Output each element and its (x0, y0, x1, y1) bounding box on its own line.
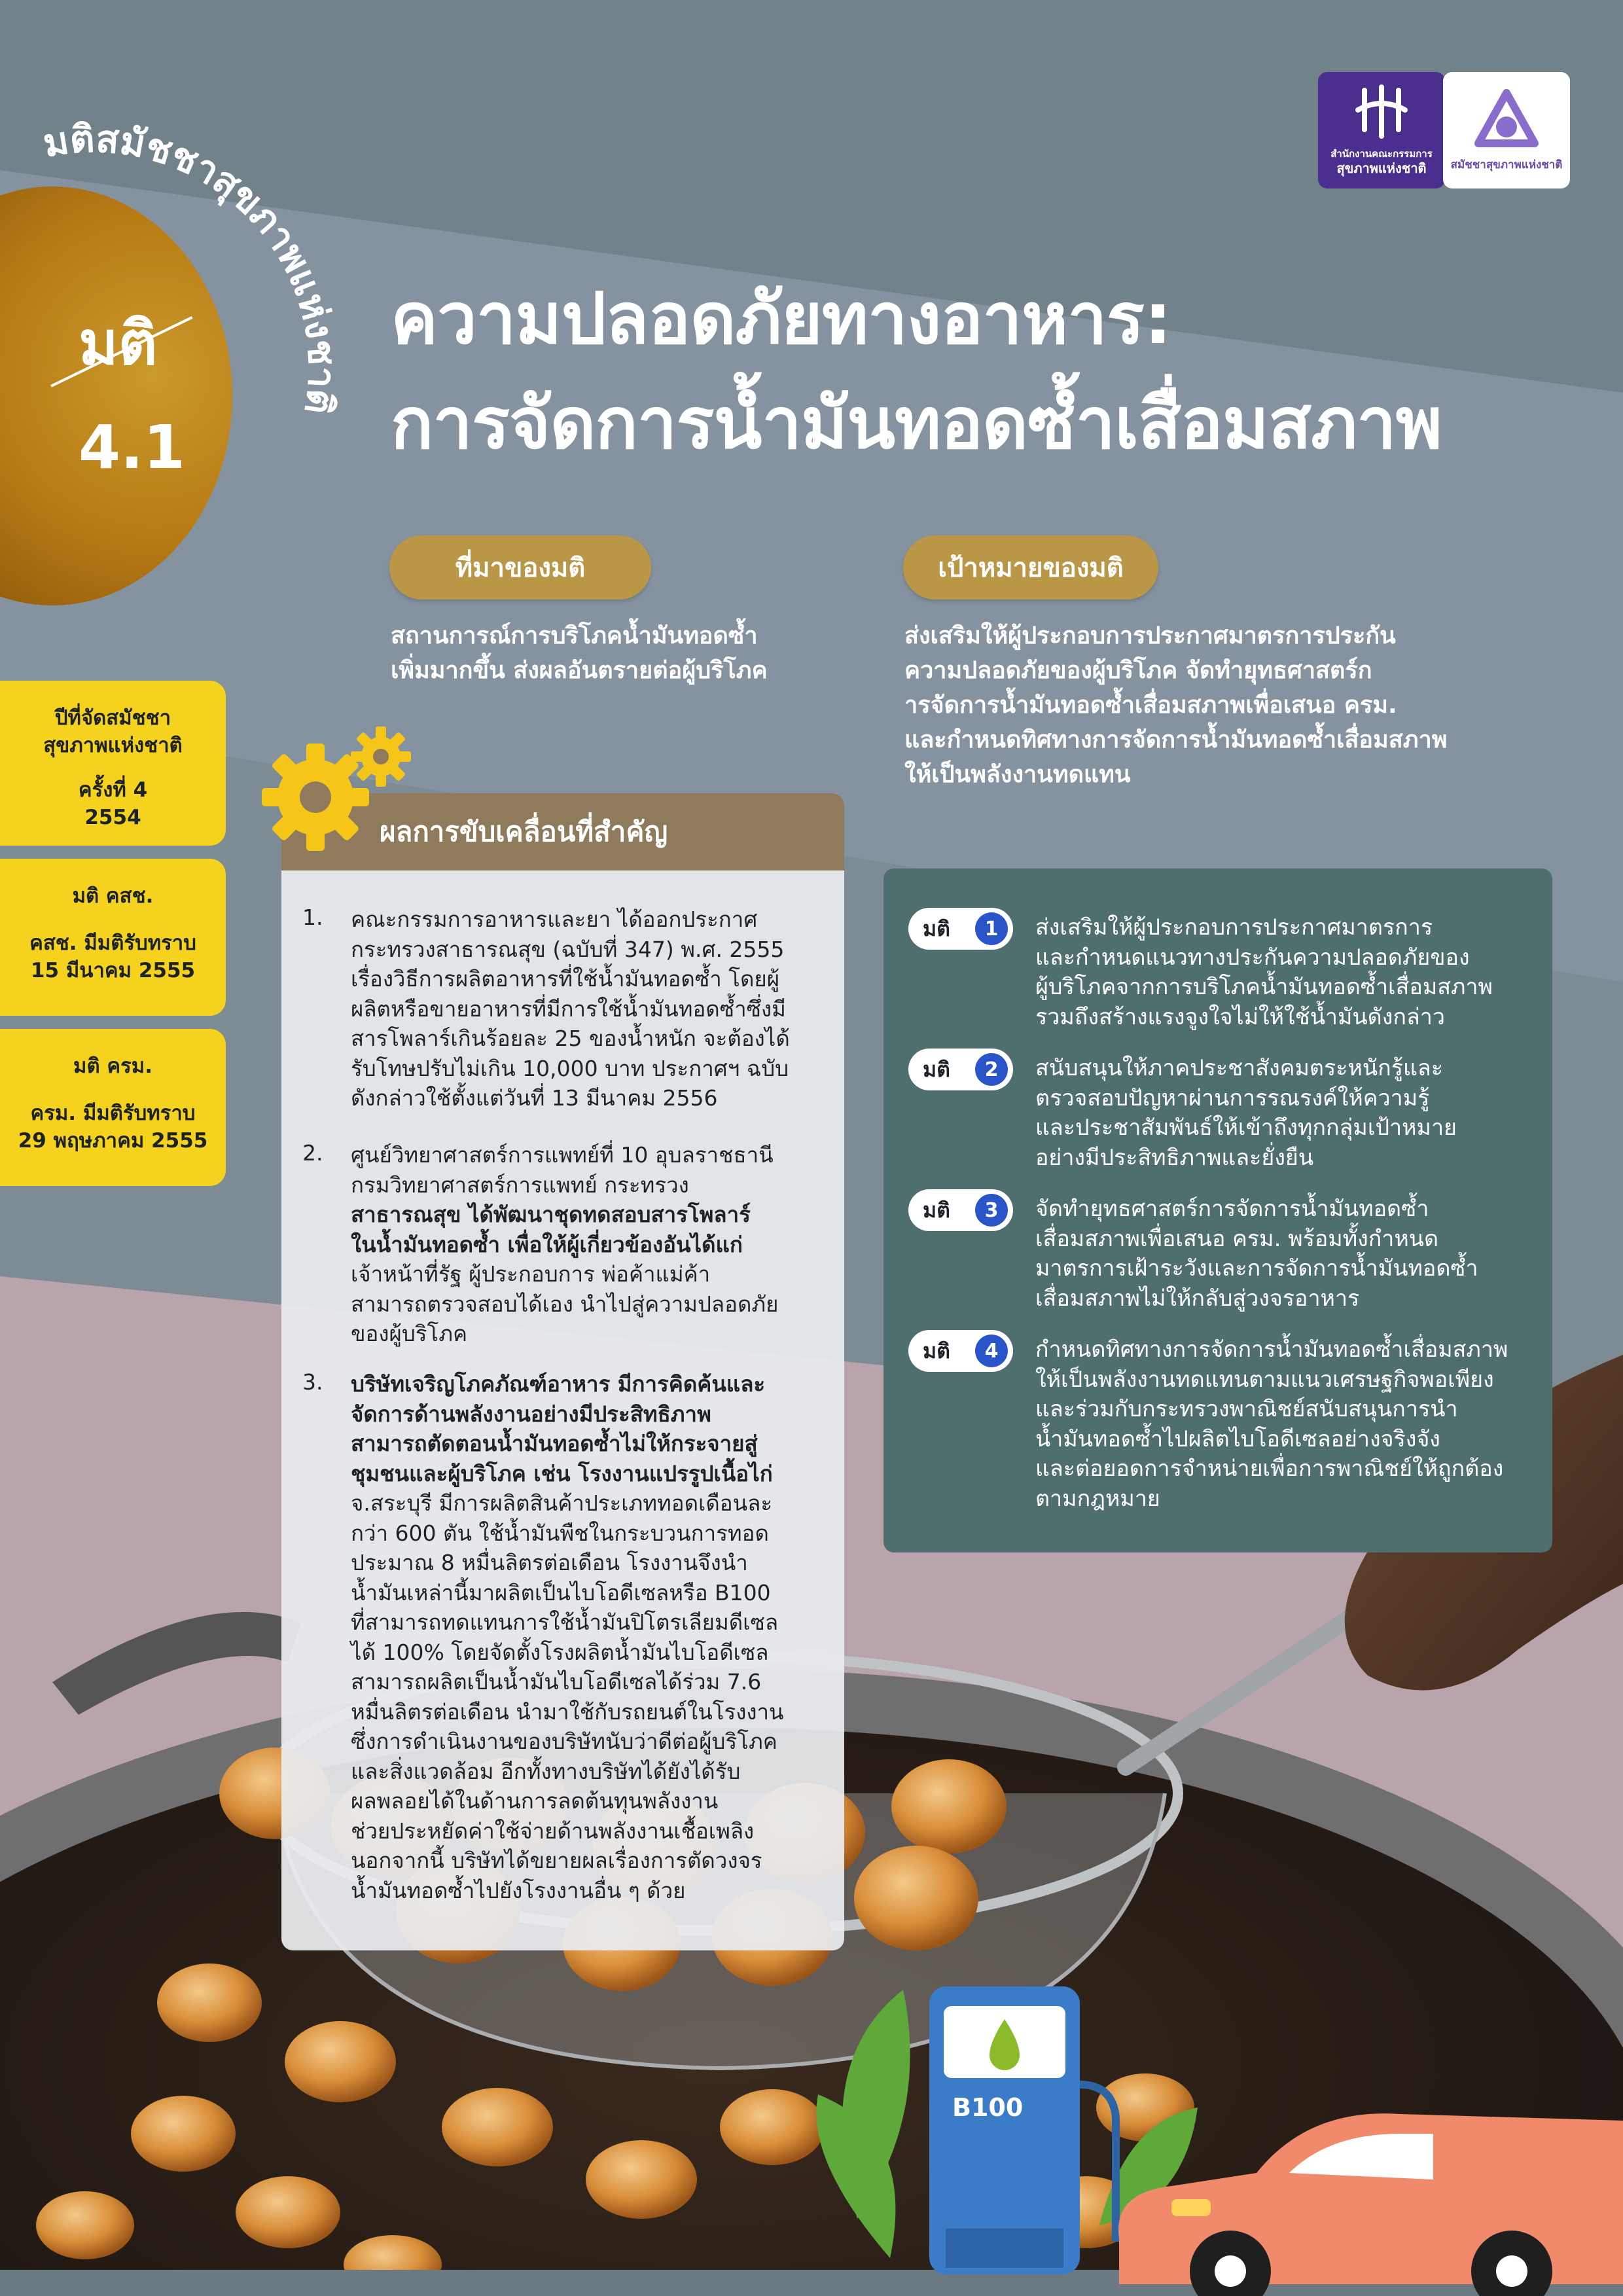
achievement-line: กว่า 600 ตัน ใช้น้ำมันพืชในกระบวนการทอด (351, 1520, 769, 1546)
achievement-line: สามารถตรวจสอบได้เอง นำไปสู่ความปลอดภัย (351, 1291, 779, 1317)
commission-emblem-icon (1351, 84, 1412, 143)
resolution-pill-label: มติ (923, 1197, 950, 1223)
achievement-line: น้ำมันเหล่านี้มาผลิตเป็นไบโอดีเซลหรือ B100 (351, 1579, 771, 1605)
resolution-text-line: เสื่อมสภาพเพื่อเสนอ ครม. พร้อมทั้งกำหนด (1035, 1225, 1439, 1252)
resolution-text-line: ส่งเสริมให้ผู้ประกอบการประกาศมาตรการ (1035, 914, 1433, 941)
resolution-text-line: และประชาสัมพันธ์ให้เข้าถึงทุกกลุ่มเป้าหมาย (1035, 1115, 1457, 1141)
achievement-line: ในน้ำมันทอดซ้ำ เพื่อให้ผู้เกี่ยวข้องอันได้แก่ (351, 1231, 743, 1257)
page-title-line-2: การจัดการน้ำมันทอดซ้ำเสื่อมสภาพ (391, 383, 1442, 465)
resolution-text-line: สนับสนุนให้ภาคประชาสังคมตระหนักรู้และ (1035, 1055, 1443, 1081)
achievement-number: 3. (302, 1369, 323, 1395)
resolution-text-line: มาตรการเฝ้าระวังและการจัดการน้ำมันทอดซ้ำ (1035, 1255, 1478, 1282)
page-title-line-1: ความปลอดภัยทางอาหาร: (391, 278, 1172, 360)
achievement-line: จัดการด้านพลังงานอย่างมีประสิทธิภาพ (351, 1401, 711, 1427)
resolution-number: 2 (975, 1053, 1008, 1086)
achievement-line: สามารถผลิตเป็นน้ำมันไบโอดีเซลได้ร่วม 7.6 (351, 1669, 762, 1695)
resolution-text-line: รวมถึงสร้างแรงจูงใจไม่ให้ใช้น้ำมันดังกล่าว (1035, 1003, 1445, 1030)
nationalhealth-commission-logo (1318, 72, 1445, 188)
logo-caption-2: สุขภาพแห่งชาติ (1336, 160, 1427, 176)
achievement-line: ของผู้บริโภค (351, 1321, 468, 1346)
achievement-line: เจ้าหน้าที่รัฐ ผู้ประกอบการ พ่อค้าแม่ค้า (351, 1261, 711, 1287)
resolution-text-line: กำหนดทิศทางการจัดการน้ำมันทอดซ้ำเสื่อมสภาพ (1035, 1336, 1508, 1363)
achievement-number: 2. (302, 1140, 323, 1166)
achievement-line: สารโพลาร์เกินร้อยละ 25 ของน้ำหนัก จะต้องได้ (351, 1026, 790, 1051)
achievement-line: สาธารณสุข ได้พัฒนาชุดทดสอบสารโพลาร์ (351, 1202, 751, 1227)
resolution-text-line: และต่อยอดการจำหน่ายเพื่อการพาณิชย์ให้ถูกต้อง (1035, 1456, 1504, 1482)
achievement-number: 1. (302, 905, 323, 930)
achievement-line: หมื่นลิตรต่อเดือน นำมาใช้กับรถยนต์ในโรงงาน (351, 1698, 784, 1725)
resolution-text-line: ให้เป็นพลังงานทดแทนตามแนวเศรษฐกิจพอเพียง (1035, 1366, 1494, 1393)
achievement-line: กรมวิทยาศาสตร์การแพทย์ กระทรวง (351, 1172, 689, 1198)
svg-text:มติสมัชชาสุขภาพแห่งชาติ: มติสมัชชาสุขภาพแห่งชาติ (40, 116, 345, 418)
resolution-text-line: ตามกฎหมาย (1035, 1485, 1160, 1512)
goal-pill: เป้าหมายของมติ (903, 535, 1158, 600)
cabinet-resolution-card: มติ ครม. ครม. มีมติรับทราบ 29 พฤษภาคม 2555 (0, 1029, 226, 1186)
resolution-pill-label: มติ (923, 916, 950, 941)
nhc-resolution-card: มติ คสช. คสช. มีมติรับทราบ 15 มีนาคม 2555 (0, 859, 226, 1016)
achievement-line: จ.สระบุรี มีการผลิตสินค้าประเภททอดเดือนละ (351, 1490, 773, 1516)
resolution-number: 4 (975, 1335, 1008, 1367)
resolution-text-line: ผู้บริโภคจากการบริโภคน้ำมันทอดซ้ำเสื่อมสภาพ (1035, 974, 1493, 1000)
resolution-pill-4 (908, 1330, 1013, 1372)
logo-caption-1: สำนักงานคณะกรรมการ (1330, 148, 1433, 160)
achievement-line: รับโทษปรับไม่เกิน 10,000 บาท ประกาศฯ ฉบับ (351, 1055, 789, 1081)
pump-label: B100 (952, 2093, 1024, 2122)
achievement-line: สามารถตัดตอนน้ำมันทอดซ้ำไม่ให้กระจายสู่ (351, 1431, 758, 1456)
resolution-text-line: และกำหนดแนวทางประกันความปลอดภัยของ (1035, 944, 1470, 971)
resolution-number: 1 (975, 912, 1008, 945)
resolution-text-line: และร่วมกับกระทรวงพาณิชย์สนับสนุนการนำ (1035, 1396, 1458, 1422)
resolution-pill-3 (908, 1189, 1013, 1231)
achievement-line: ศูนย์วิทยาศาสตร์การแพทย์ที่ 10 อุบลราชธานี (351, 1142, 774, 1168)
achievement-line: น้ำมันทอดซ้ำไปยังโรงงานอื่น ๆ ด้วย (351, 1877, 686, 1903)
car-illustration (1093, 2094, 1623, 2296)
resolution-pill-1 (908, 908, 1013, 950)
achievement-line: เรื่องวิธีการผลิตอาหารที่ใช้น้ำมันทอดซ้ำ โดยผู้ (351, 966, 780, 992)
resolution-text-line: อย่างมีประสิทธิภาพและยั่งยืน (1035, 1144, 1314, 1171)
achievement-line: ที่สามารถทดแทนการใช้น้ำมันปิโตรเลียมดีเซล (351, 1609, 779, 1635)
achievement-line: ได้ 100% โดยจัดตั้งโรงผลิตน้ำมันไบโอดีเซล (351, 1639, 769, 1665)
badge-mati-label: มติ (79, 308, 158, 378)
badge-arc-text (0, 0, 393, 589)
origin-text: สถานการณ์การบริโภคน้ำมันทอดซ้ำ เพิ่มมากขึ้น ส่งผลอันตรายต่อผู้บริโภค (391, 622, 768, 684)
achievement-line: ผลิตหรือขายอาหารที่มีการใช้น้ำมันทอดซ้ำซึ่งมี (351, 996, 786, 1022)
logo-caption: สมัชชาสุขภาพแห่งชาติ (1450, 158, 1563, 172)
achievement-line: บริษัทเจริญโภคภัณฑ์อาหาร มีการคิดค้นและ (351, 1371, 766, 1397)
achievement-line: ซึ่งการดำเนินงานของบริษัทนับว่าดีต่อผู้บริโภค (351, 1729, 777, 1754)
achievement-line: ช่วยประหยัดค่าใช้จ่ายด้านพลังงานเชื้อเพลิง (351, 1818, 755, 1844)
resolution-number: 3 (975, 1194, 1008, 1227)
achievement-line: และสิ่งแวดล้อม อีกทั้งทางบริษัทได้ยังได้รับ (351, 1758, 741, 1784)
hands-emblem-icon (1471, 88, 1543, 153)
assembly-year-card: ปีที่จัดสมัชชา สุขภาพแห่งชาติ ครั้งที่ 4 2554 (0, 681, 226, 846)
resolution-text-line: เสื่อมสภาพไม่ให้กลับสู่วงจรอาหาร (1035, 1285, 1360, 1312)
resolution-text-line: ตรวจสอบปัญหาผ่านการรณรงค์ให้ความรู้ (1035, 1085, 1430, 1111)
badge-number: 4.1 (79, 412, 185, 482)
achievement-line: ดังกล่าวใช้ตั้งแต่วันที่ 13 มีนาคม 2556 (351, 1085, 718, 1111)
goal-text: ส่งเสริมให้ผู้ประกอบการประกาศมาตรการประกัน ความปลอดภัยของผู้บริโภค จัดทำยุทธศาสตร์ก ารจัดการน้ำมันทอดซ้ำเสื่อมสภาพเพื่อเสนอ ครม. และกำหนดทิศทางการจัดการน้ำมันทอดซ้ำเสื่อมสภาพ ให้เป็นพลังงานทดแทน (904, 622, 1448, 788)
resolution-pill-label: มติ (923, 1338, 950, 1363)
achievement-line: ประมาณ 8 หมื่นลิตรต่อเดือน โรงงานจึงนำ (351, 1550, 748, 1575)
achievement-line: นอกจากนี้ บริษัทได้ขยายผลเรื่องการตัดวงจร (351, 1848, 762, 1873)
resolution-pill-label: มติ (923, 1056, 950, 1082)
achievement-line: ชุมชนและผู้บริโภค เช่น โรงงานแปรรูปเนื้อไก่ (351, 1460, 773, 1486)
resolution-text-line: จัดทำยุทธศาสตร์การจัดการน้ำมันทอดซ้ำ (1035, 1196, 1429, 1222)
resolution-text-line: น้ำมันทอดซ้ำไปผลิตไบโอดีเซลอย่างจริงจัง (1035, 1426, 1440, 1452)
resolutions-panel (883, 869, 1552, 1552)
achievements-panel (281, 793, 844, 1950)
achievement-line: คณะกรรมการอาหารและยา ได้ออกประกาศ (351, 906, 758, 932)
origin-pill: ที่มาของมติ (389, 535, 651, 600)
achievement-line: กระทรวงสาธารณสุข (ฉบับที่ 347) พ.ศ. 2555 (351, 936, 785, 962)
national-health-assembly-logo (1443, 72, 1570, 188)
gears-icon (257, 725, 420, 856)
achievements-heading: ผลการขับเคลื่อนที่สำคัญ (281, 793, 844, 870)
resolution-pill-2 (908, 1049, 1013, 1090)
achievement-line: ผลพลอยได้ในด้านการลดต้นทุนพลังงาน (351, 1788, 719, 1814)
